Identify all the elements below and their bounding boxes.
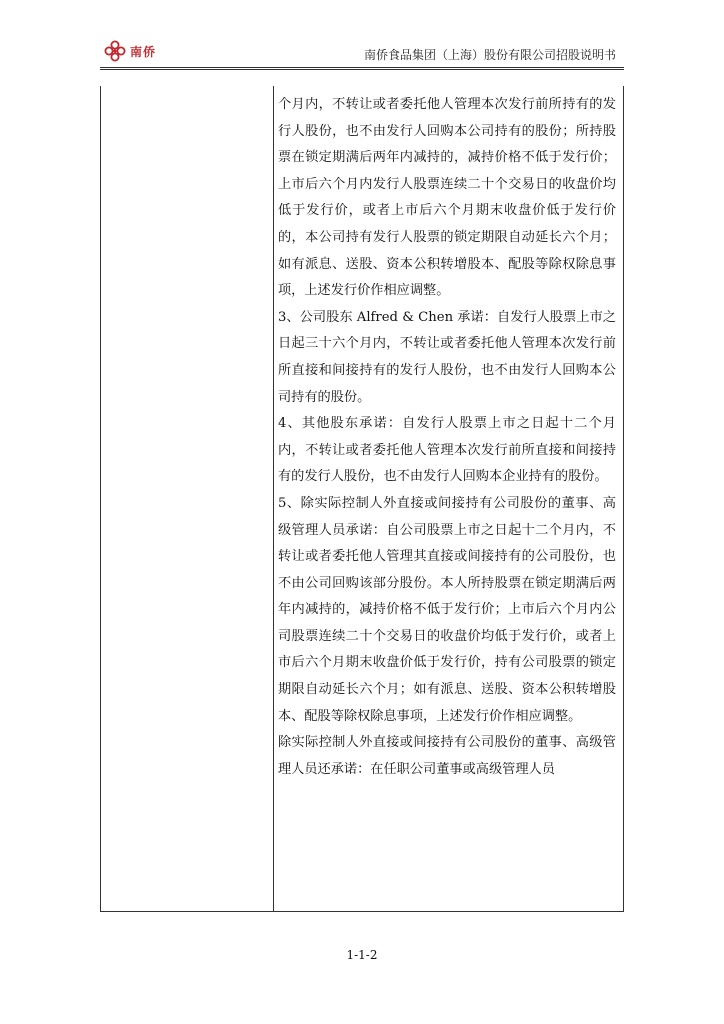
table-border-left [100,86,101,912]
document-header-title: 南侨食品集团（上海）股份有限公司招股说明书 [363,48,616,62]
table-column-divider [273,86,274,912]
paragraph-directors-commitment: 5、除实际控制人外直接或间接持有公司股份的董事、高级管理人员承诺：自公司股票上市之日起十二个月内，不转让或者委托他人管理其直接或间接持有的公司股份，也不由公司回购该部分股份。本人所持股票在锁定期满后两年内减持的，减持价格不低于发行价；上市后六个月内公司股票连续二十个交易日的收盘价均低于发行价，或者上市后六个月期末收盘价低于发行价，持有公司股票的锁定期限自动延长六个月；如有派息、送股、资本公积转增股本、配股等除权除息事项，上述发行价作相应调整。 [278,495,616,724]
paragraph-controlling-shareholder-continued: 个月内，不转让或者委托他人管理本次发行前所持有的发行人股份，也不由发行人回购本公司持有的股份；所持股票在锁定期满后两年内减持的，减持价格不低于发行价；上市后六个月内发行人股票连续二十个交易日的收盘价均低于发行价，或者上市后六个月期末收盘价低于发行价的，本公司持有发行人股票的锁定期限自动延长六个月；如有派息、送股、资本公积转增股本、配股等除权除息事项，上述发行价作相应调整。 [278,97,616,299]
page-number: 1-1-2 [346,948,378,962]
paragraph-directors-additional-commitment: 除实际控制人外直接或间接持有公司股份的董事、高级管理人员还承诺：在任职公司董事或高级管理人员 [278,735,616,777]
commitment-table [100,86,624,912]
nanqiao-logo-icon [104,40,126,62]
company-logo [104,40,156,62]
table-cell-content [278,92,616,783]
header-rule [100,67,624,68]
logo-text: 南侨 [130,44,157,59]
table-border-bottom [100,911,624,912]
paragraph-alfred-chen-commitment: 3、公司股东 Alfred & Chen 承诺：自发行人股票上市之日起三十六个月内，不转让或者委托他人管理本次发行前所直接和间接持有的发行人股份，也不由发行人回购本公司持有的股份。 [278,309,616,405]
header-rule-secondary [100,69,624,70]
paragraph-other-shareholders-commitment: 4、其他股东承诺：自发行人股票上市之日起十二个月内，不转让或者委托他人管理本次发行前所直接和间接持有的发行人股份，也不由发行人回购本企业持有的股份。 [278,416,616,485]
table-border-right [623,86,624,912]
